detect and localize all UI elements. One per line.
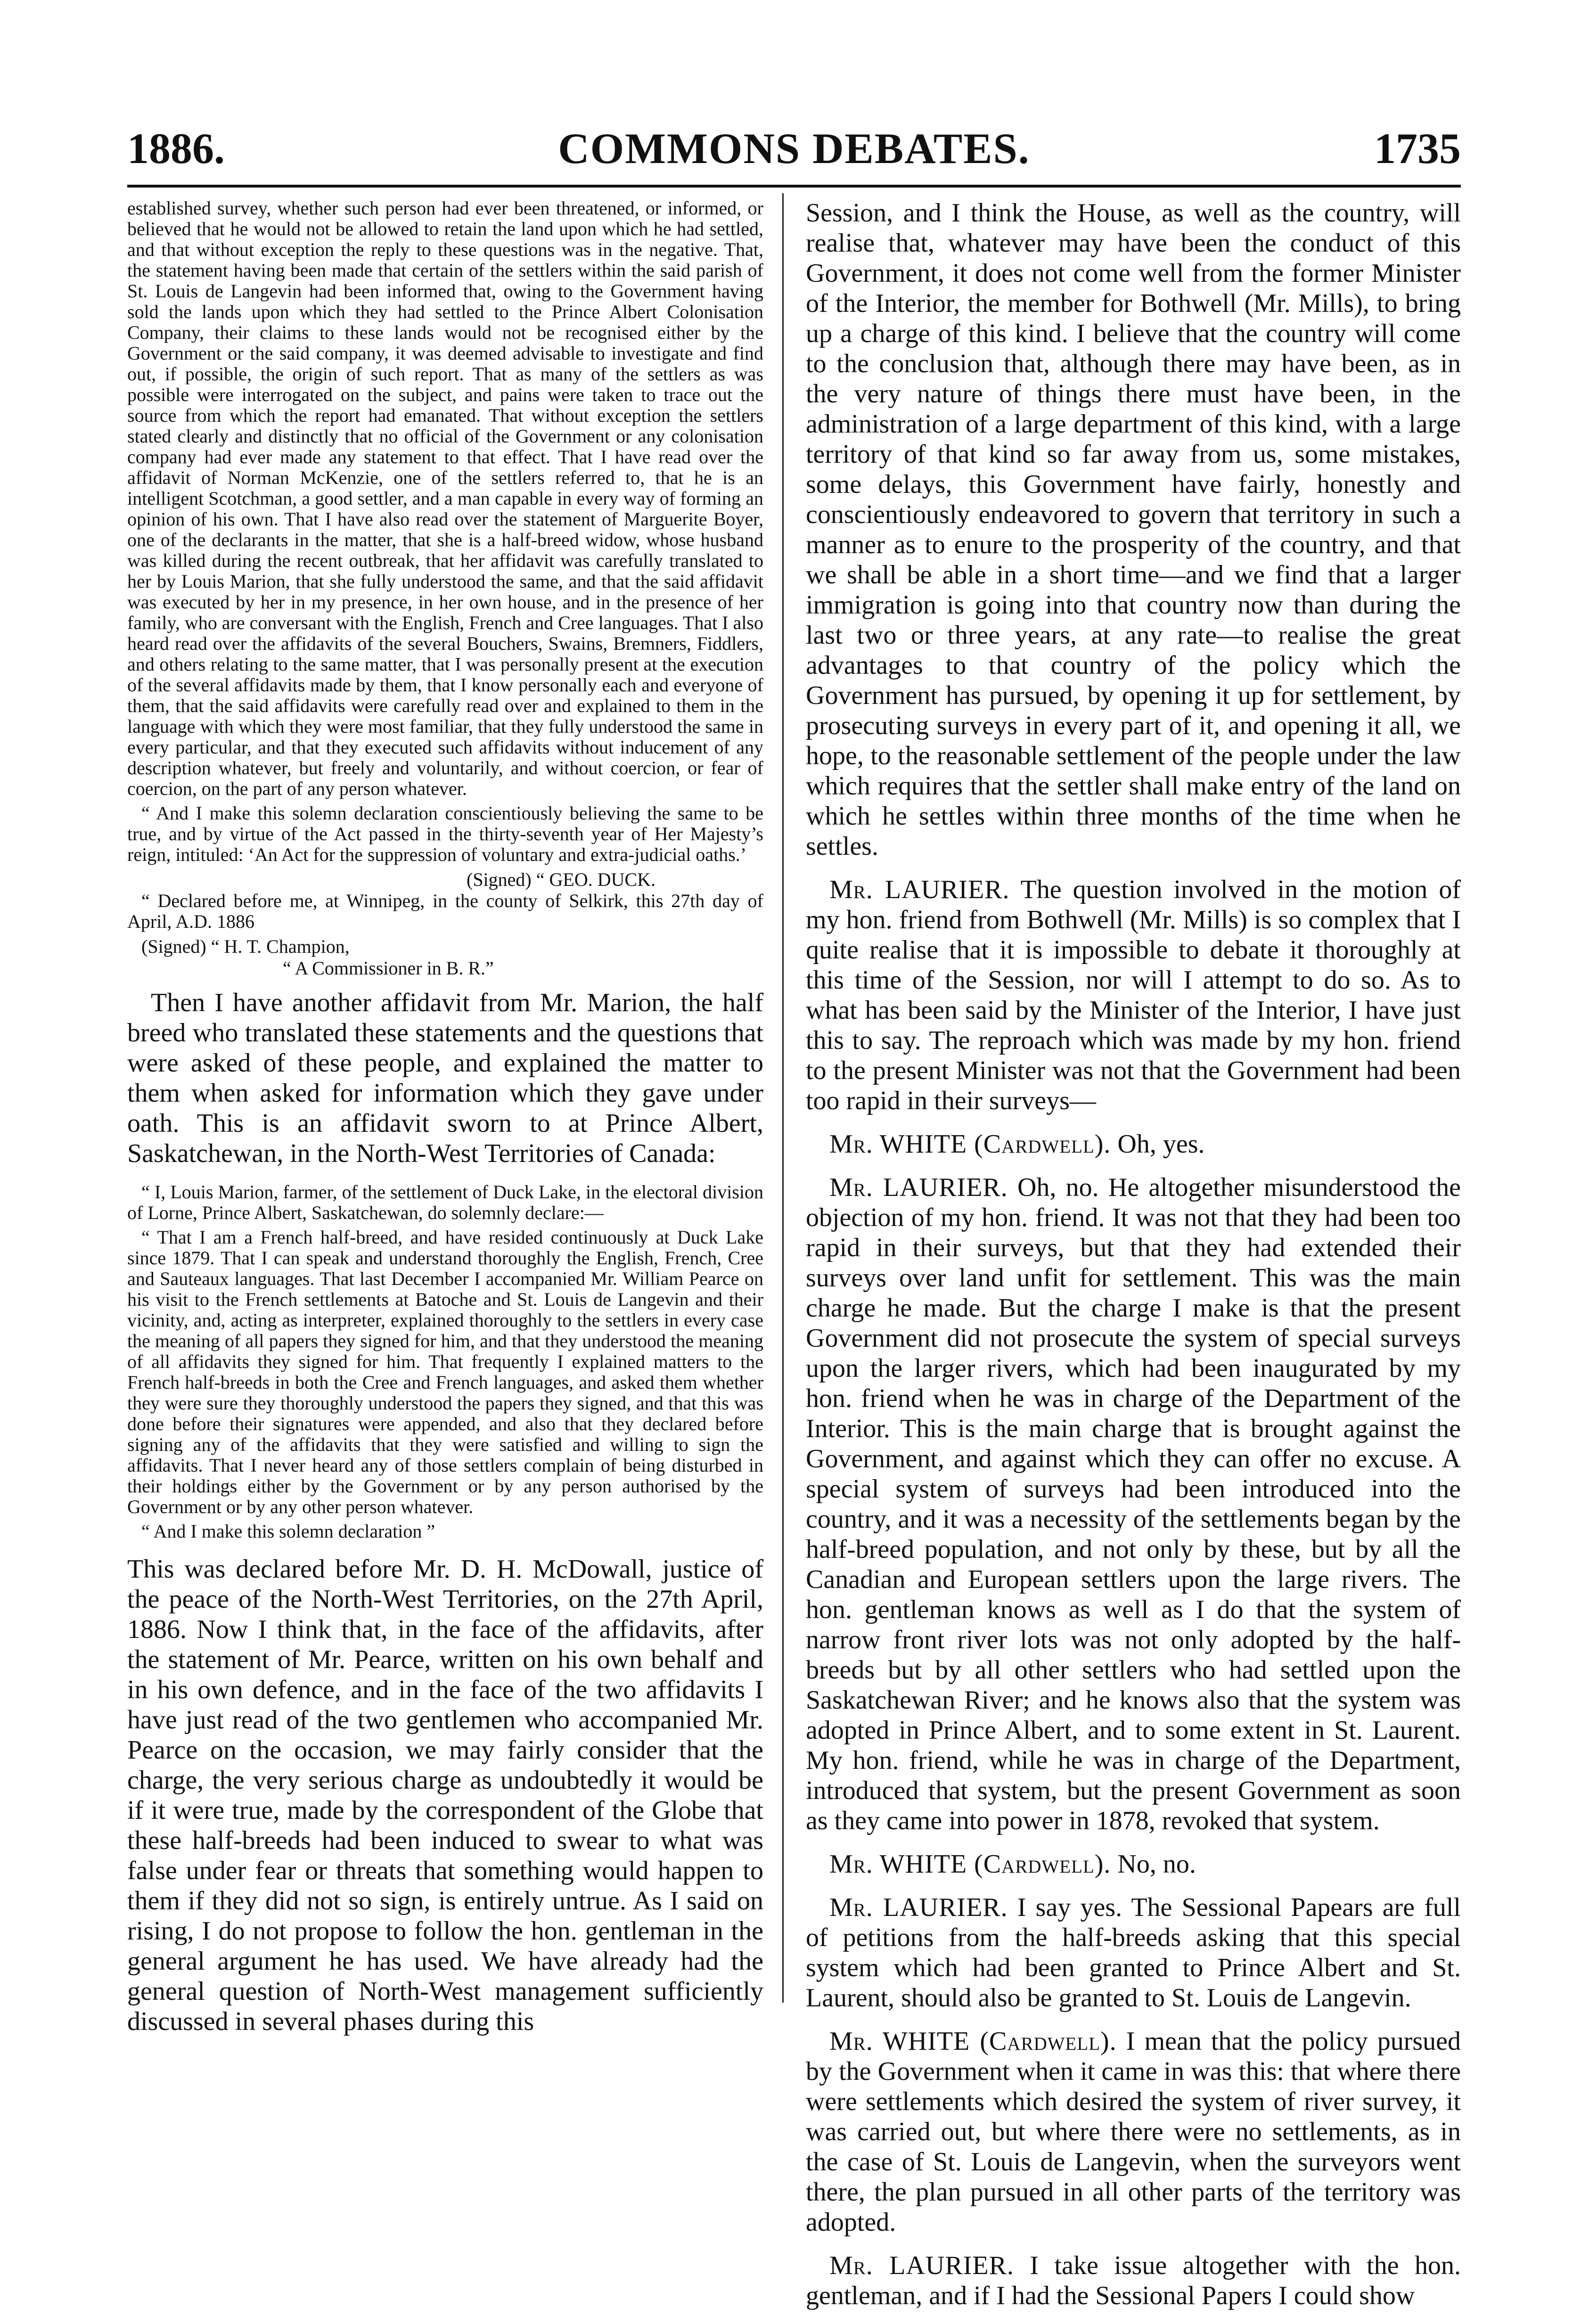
speech bbox=[806, 1849, 1461, 1879]
speaker-name: Mr. LAURIER. bbox=[829, 2251, 1014, 2280]
header-year: 1886. bbox=[127, 124, 225, 172]
quote-paragraph: “ I, Louis Marion, farmer, of the settlement of Duck Lake, in the electoral division of Lorne, Prince Albert, Saskatchewan, do solemnly declare:— bbox=[127, 1181, 763, 1223]
left-column bbox=[127, 198, 763, 2050]
speech bbox=[806, 1129, 1461, 1159]
signature-line: (Signed) “ GEO. DUCK. bbox=[467, 869, 656, 890]
speech-text: Oh, yes. bbox=[1117, 1129, 1205, 1159]
speech-text: Oh, no. He altogether misunderstood the objection of my hon. friend. It was not that they had been too rapid in their surveys, but that they had extended their surveys over land unfit for settlement. This was the main charge he made. But the charge I make is that the present Government did not prosecute the system of special surveys upon the larger rivers, which had been inaugurated by my hon. friend when he was in charge of the Department of the Interior. This is the main charge that is brought against the Government, and against which they can offer no excuse. A special system of surveys had been introduced into the country, and it was a necessity of the settlements began by the half-breed population, and not only by these, but by all the Canadian and European settlers upon the large rivers. The hon. gentleman knows as well as I do that the system of narrow front river lots was not only adopted by the half-breeds but by all other settlers who had settled upon the Saskatchewan River; and he knows also that the system was adopted in Prince Albert, and to some extent in St. Laurent. My hon. friend, while he was in charge of the Department, introduced that system, but the present Government as soon as they came into power in 1878, revoked that system. bbox=[806, 1173, 1461, 1835]
quote-paragraph: “ And I make this solemn declaration ” bbox=[141, 1521, 435, 1542]
speech-text: The question involved in the motion of my hon. friend from Bothwell (Mr. Mills) is so complex that I quite realise that it is impossible to debate it thoroughly at this time of the Session, nor will I attempt to do so. As to what has been said by the Minister of the Interior, I have just this to say. The reproach which was made by my hon. friend to the present Minister was not that the Government had been too rapid in their surveys— bbox=[806, 875, 1461, 1115]
speech-text: No, no. bbox=[1117, 1849, 1196, 1879]
speaker-name: Mr. LAURIER. bbox=[829, 1173, 1008, 1202]
speech bbox=[806, 1892, 1461, 2013]
speech bbox=[806, 2026, 1461, 2237]
signature-line: (Signed) “ H. T. Champion, bbox=[141, 936, 350, 957]
speech bbox=[806, 2250, 1461, 2311]
column-divider bbox=[782, 193, 784, 2003]
header-title: COMMONS DEBATES. bbox=[558, 124, 1030, 172]
speech bbox=[806, 1172, 1461, 1836]
speaker-name: Mr. WHITE (Cardwell). bbox=[829, 1129, 1111, 1159]
speech-text: I mean that the policy pursued by the Government when it came in was this: that where there were settlements which desired the system of river survey, it was carried out, but where there were no settlements, as in the case of St. Louis de Langevin, when the surveyors went there, the plan pursued in all other parts of the territory was adopted. bbox=[806, 2027, 1461, 2237]
speaker-name: Mr. LAURIER. bbox=[829, 875, 1010, 904]
speaker-name: Mr. WHITE (Cardwell). bbox=[829, 1849, 1111, 1879]
header-page-number: 1735 bbox=[1374, 124, 1461, 172]
speech bbox=[806, 875, 1461, 1116]
header-rule bbox=[127, 185, 1461, 188]
speaker-name: Mr. WHITE (Cardwell). bbox=[829, 2027, 1117, 2056]
quote-paragraph: “ And I make this solemn declaration conscientiously believing the same to be true, and by virtue of the Act passed in the thirty-seventh year of Her Majesty’s reign, intituled: ‘An Act for the suppression of voluntary and extra-judicial oaths.’ bbox=[127, 802, 763, 865]
quote-paragraph: established survey, whether such person had ever been threatened, or informed, or believed that he would not be allowed to retain the land upon which he had settled, and that without exception the reply to these questions was in the negative. That, the statement having been made that certain of the settlers within the said parish of St. Louis de Langevin had been informed that, owing to the Government having sold the lands upon which they had settled to the Prince Albert Colonisation Company, their claims to these lands would not be recognised either by the Government or the said company, it was deemed advisable to investigate and find out, if possible, the origin of such report. That as many of the settlers as was possible were interrogated on the subject, and pains were taken to trace out the source from which the report had emanated. That without exception the settlers stated clearly and distinctly that no official of the Government or any colonisation company had ever made any statement to that effect. That I have read over the affidavit of Norman McKenzie, one of the settlers referred to, that he is an intelligent Scotchman, a good settler, and a man capable in every way of forming an opinion of his own. That I have also read over the statement of Marguerite Boyer, one of the declarants in the matter, that she is a half-breed widow, whose husband was killed during the recent outbreak, that her affidavit was carefully translated to her by Louis Marion, that she fully understood the same, and that the said affidavit was executed by her in my presence, in her own house, and in the presence of her family, who are conversant with the English, French and Cree languages. That I also heard read over the affidavits of the several Bouchers, Swains, Bremners, Fiddlers, and others relating to the same matter, that I was personally present at the execution of the several affidavits made by them, that I know personally each and everyone of them, that the said affidavits were carefully read over and explained to them in the language with which they were most familiar, that they fully understood the same in every particular, and that they executed such affidavits without inducement of any description whatever, but freely and voluntarily, and without coercion, or fear of coercion, on the part of any person whatever. bbox=[127, 197, 763, 799]
body-paragraph: Session, and I think the House, as well as the country, will realise that, whatever may have been the conduct of this Government, it does not come well from the former Minister of the Interior, the member for Bothwell (Mr. Mills), to bring up a charge of this kind. I believe that the country will come to the conclusion that, although there may have been, as in the very nature of things there must have been, in the administration of a large department of this kind, with a large territory of that kind so far away from us, some mistakes, some delays, this Government have fairly, honestly and conscientiously endeavored to govern that territory in such a manner as to enure to the prosperity of the country, and that we shall be able in a short time—and we find that a larger immigration is going into that country now than during the last two or three years, at any rate—to realise the great advantages to that country of the policy which the Government has pursued, by opening it up for settlement, by prosecuting surveys in every part of it, and opening it all, we hope, to the reasonable settlement of the people under the law which requires that the settler shall make entry of the land on which he settles within three months of the time when he settles. bbox=[806, 198, 1461, 861]
declaration-line: “ Declared before me, at Winnipeg, in the county of Selkirk, this 27th day of April, A.D. 1886 bbox=[127, 890, 763, 932]
speech-text: I take issue altogether with the hon. gentleman, and if I had the Sessional Papers I could show bbox=[806, 2251, 1461, 2310]
speech-text: I say yes. The Sessional Papears are full of petitions from the half-breeds asking that this special system which had been granted to Prince Albert and St. Laurent, should also be granted to St. Louis de Langevin. bbox=[806, 1893, 1461, 2013]
commissioner-title: “ A Commissioner in B. R.” bbox=[283, 957, 494, 979]
body-paragraph: This was declared before Mr. D. H. McDowall, justice of the peace of the North-West Territories, on the 27th April, 1886. Now I think that, in the face of the affidavits, after the statement of Mr. Pearce, written on his own behalf and in his own defence, and in the face of the two affidavits I have just read of the two gentlemen who accompanied Mr. Pearce on the occasion, we may fairly consider that the charge, the very serious charge as undoubtedly it would be if it were true, made by the correspondent of the Globe that these half-breeds had been induced to swear to what was false under fear or threats that something would happen to them if they did not so sign, is entirely untrue. As I said on rising, I do not propose to follow the hon. gentleman in the general argument he has used. We have already had the general question of North-West management sufficiently discussed in several phases during this bbox=[127, 1555, 763, 2036]
body-paragraph: Then I have another affidavit from Mr. Marion, the half breed who translated these statements and the questions that were asked of these people, and explained the matter to them when asked for information which they gave under oath. This is an affidavit sworn to at Prince Albert, Saskatchewan, in the North-West Territories of Canada: bbox=[127, 988, 763, 1168]
speaker-name: Mr. LAURIER. bbox=[829, 1893, 1008, 1922]
right-column bbox=[806, 198, 1461, 2324]
quote-paragraph: “ That I am a French half-breed, and have resided continuously at Duck Lake since 1879. That I can speak and understand thoroughly the English, French, Cree and Sauteaux languages. That last December I accompanied Mr. William Pearce on his visit to the French settlements at Batoche and St. Louis de Langevin and their vicinity, and, acting as interpreter, explained thoroughly to the settlers in every case the meaning of all papers they signed for him, and that they understood the meaning of all affidavits they signed for him. That frequently I explained matters to the French half-breeds in both the Cree and French languages, and asked them whether they were sure they thoroughly understood the papers they signed, and that this was done before their signatures were appended, and also that they declared before signing any of the affidavits that they were satisfied and willing to sign the affidavits. That I never heard any of those settlers complain of being disturbed in their holdings either by the Government or by any person authorised by the Government or by any other person whatever. bbox=[127, 1227, 763, 1517]
page-header bbox=[127, 118, 1461, 188]
